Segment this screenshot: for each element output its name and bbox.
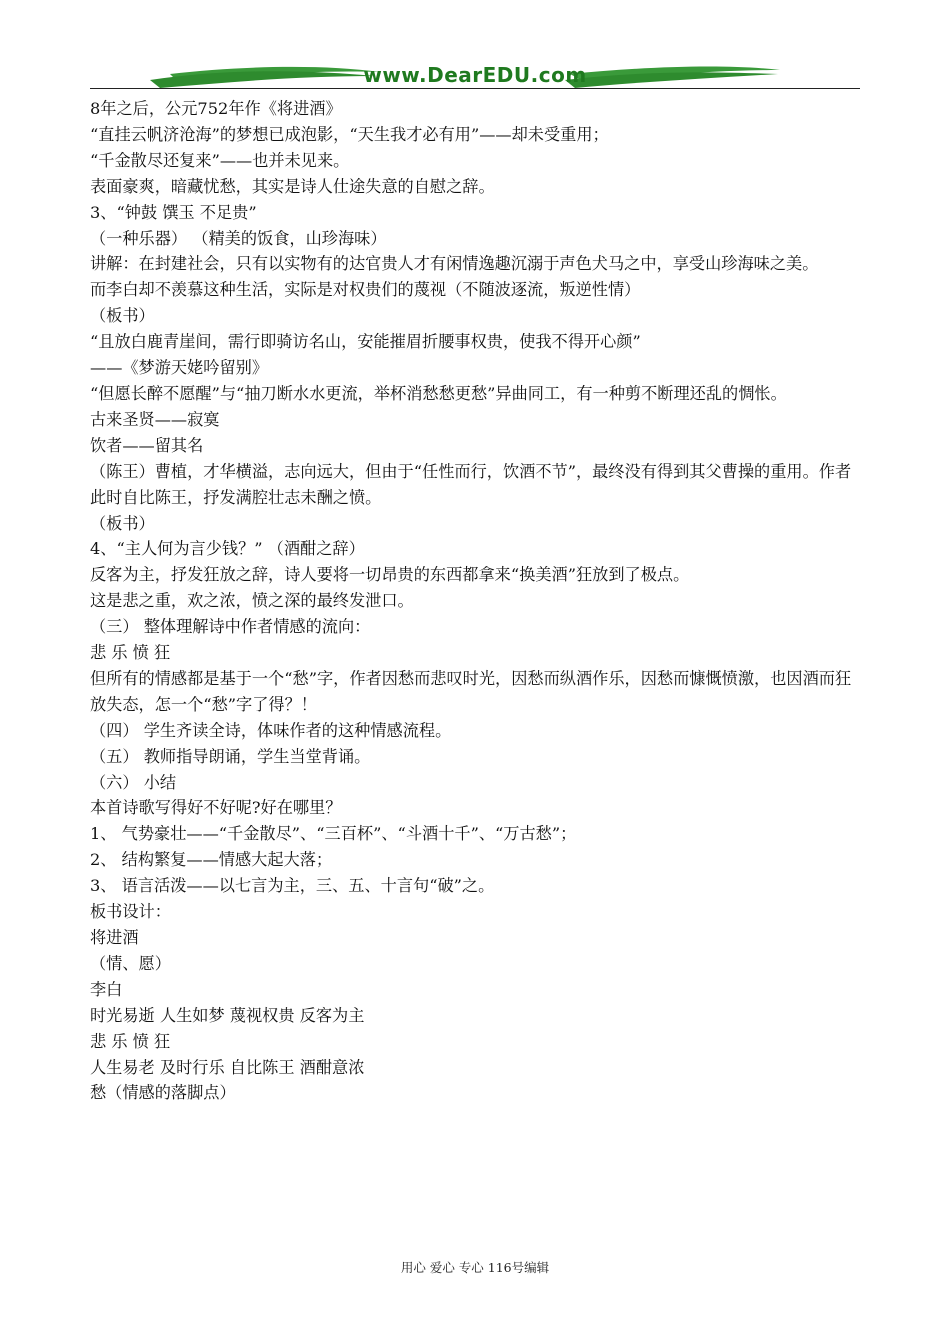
text-line: 愁（情感的落脚点） [90, 1083, 236, 1103]
text-line: 反客为主，抒发狂放之辞，诗人要将一切昂贵的东西都拿来“换美酒”狂放到了极点。 [90, 565, 690, 585]
section-heading: （五） 教师指导朗诵，学生当堂背诵。 [90, 746, 371, 766]
site-logo-text: www.DearEDU.com [363, 63, 587, 87]
section-heading: （六） 小结 [90, 772, 177, 792]
list-item: 3、 语言活泼——以七言为主，三、五、十言句“破”之。 [90, 876, 495, 896]
text-line: “千金散尽还复来”——也并未见来。 [90, 150, 350, 170]
text-line: 悲 乐 愤 狂 [90, 1031, 171, 1051]
text-line: 但所有的情感都是基于一个“愁”字，作者因愁而悲叹时光，因愁而纵酒作乐，因愁而慷慨愤激，也因酒而狂放失态，怎一个“愁”字了得？！ [90, 668, 852, 714]
section-heading: 4、“主人何为言少钱？” （酒酣之辞） [90, 539, 365, 559]
text-line: 时光易逝 人生如梦 蔑视权贵 反客为主 [90, 1005, 365, 1025]
text-line: 板书设计： [90, 902, 171, 922]
text-line: “直挂云帆济沧海”的梦想已成泡影，“天生我才必有用”——却未受重用； [90, 124, 609, 144]
text-line: 悲 乐 愤 狂 [90, 643, 171, 663]
text-line: 将进酒 [90, 928, 139, 947]
text-line: 人生易老 及时行乐 自比陈王 酒酣意浓 [90, 1057, 365, 1077]
section-heading: 3、“钟鼓 馔玉 不足贵” [90, 202, 257, 222]
text-line: 饮者——留其名 [90, 435, 204, 455]
text-line: 本首诗歌写得好不好呢?好在哪里？ [90, 798, 342, 818]
quote-line: “且放白鹿青崖间，需行即骑访名山，安能摧眉折腰事权贵，使我不得开心颜” [90, 332, 641, 352]
section-heading: （三） 整体理解诗中作者情感的流向： [90, 617, 371, 637]
text-line: 这是悲之重，欢之浓，愤之深的最终发泄口。 [90, 591, 414, 611]
list-item: 2、 结构繁复——情感大起大落； [90, 850, 333, 870]
header-divider [90, 88, 860, 89]
page-footer: 用心 爱心 专心 116号编辑 [400, 1260, 550, 1275]
text-line: 而李白却不羡慕这种生活，实际是对权贵们的蔑视（不随波逐流，叛逆性情） [90, 280, 641, 300]
text-line: 李白 [90, 979, 123, 999]
text-line: （情、愿） [90, 953, 171, 973]
quote-source: ——《梦游天姥吟留别》 [90, 358, 269, 378]
text-line: 古来圣贤——寂寞 [90, 409, 220, 429]
text-line: （一种乐器） （精美的饭食，山珍海味） [90, 228, 387, 248]
text-line: （板书） [90, 306, 155, 326]
text-line: （板书） [90, 513, 155, 533]
text-line: “但愿长醉不愿醒”与“抽刀断水水更流，举杯消愁愁更愁”异曲同工，有一种剪不断理还乱的惆怅。 [90, 383, 787, 403]
list-item: 1、 气势豪壮——“千金散尽”、“三百杯”、“斗酒十千”、“万古愁”； [90, 824, 577, 844]
text-line: （陈王）曹植，才华横溢，志向远大，但由于“任性而行，饮酒不节”，最终没有得到其父曹操的重用。作者此时自比陈王，抒发满腔壮志未酬之愤。 [90, 461, 852, 507]
text-line: 8年之后，公元752年作《将进酒》 [90, 99, 342, 118]
section-heading: （四） 学生齐读全诗，体味作者的这种情感流程。 [90, 720, 452, 740]
text-line: 表面豪爽，暗藏忧愁，其实是诗人仕途失意的自慰之辞。 [90, 176, 495, 196]
text-line: 讲解：在封建社会，只有以实物有的达官贵人才有闲情逸趣沉溺于声色犬马之中，享受山珍海味之美。 [90, 254, 819, 274]
document-body [90, 96, 860, 1106]
